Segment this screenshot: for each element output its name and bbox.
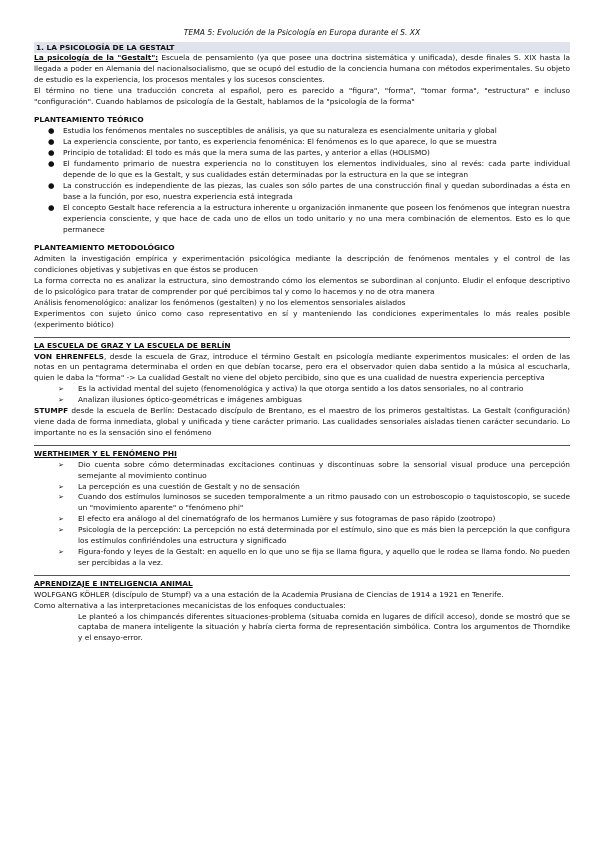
arrow-bullet-icon: ➢ xyxy=(58,396,64,405)
list-item: ● La construcción es independiente de las piezas, las cuales son sólo partes de una construcción final y quedan subordinadas a ésta en base a la función, por eso, nuestra experiencia está integrada xyxy=(48,180,570,201)
section-divider xyxy=(34,445,570,446)
section-title-aprendizaje: APRENDIZAJE E INTELIGENCIA ANIMAL xyxy=(34,578,193,588)
chimpance-paragraph: Le planteó a los chimpancés diferentes situaciones-problema (situaba comida en lugares de difícil acceso), donde se mostró que se captaba de manera inteligente la situación y habría cierta forma de representación simbólica. Contra los argumentos de Thorndike y el ensayo-error. xyxy=(78,611,570,643)
document-title: TEMA 5: Evolución de la Psicología en Europa durante el S. XX xyxy=(183,28,421,37)
list-item: ➢ El efecto era análogo al del cinematógrafo de los hermanos Lumière y sus fotogramas de paso rápido (zootropo) xyxy=(58,514,496,524)
section-divider xyxy=(34,337,570,338)
list-item: ● Principio de totalidad: El todo es más que la mera suma de las partes, y anterior a ellas (HOLISMO) xyxy=(48,148,430,158)
stumpf-name: STUMPF xyxy=(34,406,69,416)
arrow-bullet-icon: ➢ xyxy=(58,547,64,556)
metodologico-heading: PLANTEAMIENTO METODOLÓGICO xyxy=(34,243,175,253)
teorico-heading: PLANTEAMIENTO TEÓRICO xyxy=(34,115,144,125)
list-item: ➢ Dio cuenta sobre cómo determinadas excitaciones continuas y discontinuas sobre la sensorial visual produce una percepción semejante al movimiento continuo xyxy=(58,459,570,480)
alternativa-paragraph: Como alternativa a las interpretaciones mecanicistas de los enfoques conductuales: xyxy=(34,600,346,610)
gestalt-term-paragraph: El término no tiene una traducción concreta al español, pero es parecido a "figura", "forma", "tomar forma", "estructura" e incluso "configuración". Cuando hablamos de psicología de la Gestalt, hablamos de la "psicología de la forma" xyxy=(34,85,570,106)
wertheimer-list xyxy=(34,460,570,569)
ehrenfels-name: VON EHRENFELS xyxy=(34,351,104,361)
bullet-icon: ● xyxy=(48,202,55,212)
arrow-bullet-icon: ➢ xyxy=(58,385,64,394)
list-item: ➢ Figura-fondo y leyes de la Gestalt: en aquello en lo que uno se fija se llama figura, y aquello que le rodea se llama fondo. No pueden ser percibidas a la vez. xyxy=(58,546,570,567)
section-divider xyxy=(34,575,570,576)
bullet-icon: ● xyxy=(48,180,55,190)
list-item: ➢ La percepción es una cuestión de Gestalt y no de sensación xyxy=(58,481,300,491)
gestalt-intro-label: La psicología de la "Gestalt": xyxy=(34,52,159,62)
arrow-bullet-icon: ➢ xyxy=(58,460,64,469)
metodologico-paragraph: Admiten la investigación empírica y experimentación psicológica mediante la descripción de fenómenos mentales y el control de las condiciones objetivas y subjetivas en que éstos se producen xyxy=(34,254,570,275)
list-item: ● El fundamento primario de nuestra experiencia no lo constituyen los elementos individuales, sino al revés: cada parte individual depende de lo que es la Gestalt, y sus cualidades están determinadas por la estructura en la que se integran xyxy=(48,159,570,179)
stumpf-paragraph: STUMPF desde la escuela de Berlín: Destacado discípulo de Brentano, es el maestro de los primeros gestaltistas. La Gestalt (configuración) viene dada de forma inmediata, global y unificada y tiene carácter primario. Las cualidades sensoriales aisladas tienen carácter secundario. Lo importante no es la sensación sino el fenómeno xyxy=(34,406,570,437)
section-title-wertheimer: WERTHEIMER Y EL FENÓMENO PHI xyxy=(34,448,177,458)
metodologico-paragraph: Experimentos con sujeto único como caso representativo en sí y manteniendo las condiciones experimentales lo más reales posible (experimento biótico) xyxy=(34,308,570,329)
list-item: ● La experiencia consciente, por tanto, es experiencia fenoménica: El fenómenos es lo que aparece, lo que se muestra xyxy=(48,137,497,147)
arrow-bullet-icon: ➢ xyxy=(58,515,64,524)
ehrenfels-list xyxy=(34,384,570,406)
list-item: ➢ Psicología de la percepción: La percepción no está determinada por el estímulo, sino que es más bien la percepción la que configura los estímulos confiriéndoles una estructura y significado xyxy=(58,525,570,546)
list-item: ➢ Es la actividad mental del sujeto (fenomenológica y activa) la que otorga sentido a los datos sensoriales, no al contrario xyxy=(58,384,524,394)
metodologico-paragraph: La forma correcta no es analizar la estructura, sino demostrando cómo los elementos se subordinan al conjunto. Eludir el enfoque descriptivo de lo psicológico para tratar de comprender por qué percibimos tal y como lo hacemos y no de otra manera xyxy=(34,276,570,297)
bullet-icon: ● xyxy=(48,159,55,169)
bullet-icon: ● xyxy=(48,137,55,147)
list-item: ➢ Analizan ilusiones óptico-geométricas e imágenes ambiguas xyxy=(58,395,302,405)
arrow-bullet-icon: ➢ xyxy=(58,493,64,502)
bullet-icon: ● xyxy=(48,126,55,136)
gestalt-intro-text: Escuela de pensamiento (ya que posee una doctrina sistemática y unificada), desde finales S. XIX hasta la llegada a poder en Alemania del nacionalsocialismo, que se ocupó del estudio de la conciencia humana con métodos experimentales. Su objeto de estudio es la experiencia, los procesos mentales y los sucesos conscientes. xyxy=(34,52,570,84)
metodologico-paragraph: Análisis fenomenológico: analizar los fenómenos (gestalten) y no los elementos sensoriales aislados xyxy=(34,297,406,307)
list-item: ➢ Cuando dos estímulos luminosos se suceden temporalmente a un ritmo pausado con un estroboscopio o taquistoscopio, se sucede un "movimiento aparente" o "fenómeno phi" xyxy=(58,492,570,513)
list-item: ● El concepto Gestalt hace referencia a la estructura inherente u organización inmanente que poseen los fenómenos que integran nuestra experiencia consciente, y que hace de cada uno de ellos un todo unitario y no una mera combinación de elementos. Esto es lo que permanece xyxy=(48,202,570,234)
bullet-icon: ● xyxy=(48,148,55,158)
teorico-list xyxy=(34,126,570,235)
kohler-paragraph: WOLFGANG KÖHLER (discípulo de Stumpf) va a una estación de la Academia Prusiana de Ciencias de 1914 a 1921 en Tenerife. xyxy=(34,589,504,599)
arrow-bullet-icon: ➢ xyxy=(58,482,64,491)
ehrenfels-paragraph: VON EHRENFELS, desde la escuela de Graz, introduce el término Gestalt en psicología mediante experimentos musicales: el orden de las notas en un pentagrama determinaba el orden en que debían tocarse, pero era el observador quien daba sentido a la música al escucharla, quien le daba la "forma" -> La cualidad Gestalt no viene del objeto percibido, sino que es una cualidad de nuestra experiencia perceptiva xyxy=(34,351,570,383)
gestalt-intro-paragraph xyxy=(34,53,570,86)
arrow-bullet-icon: ➢ xyxy=(58,526,64,535)
section-title-graz-berlin: LA ESCUELA DE GRAZ Y LA ESCUELA DE BERLÍN xyxy=(34,340,231,350)
section-header-gestalt: 1. LA PSICOLOGÍA DE LA GESTALT xyxy=(34,42,570,53)
list-item: ● Estudia los fenómenos mentales no susceptibles de análisis, ya que su naturaleza es esencialmente unitaria y global xyxy=(48,126,497,136)
